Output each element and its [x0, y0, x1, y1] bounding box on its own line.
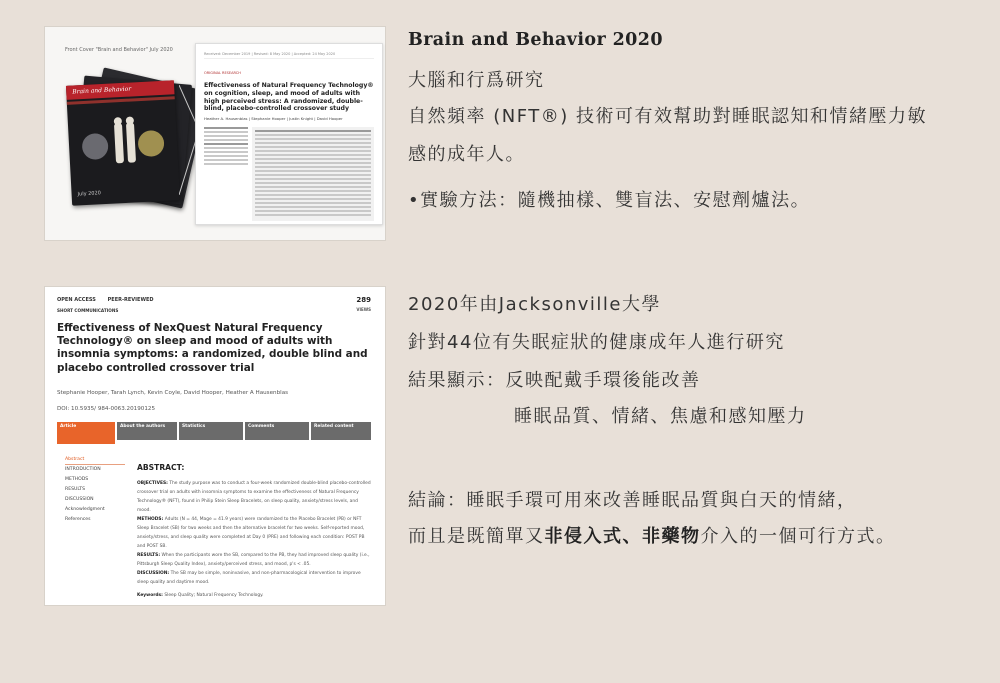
thumb-columns [204, 127, 374, 221]
abstract-heading: ABSTRACT: [137, 463, 185, 472]
abstract-objectives [137, 479, 373, 515]
text-line-method: •實驗方法：隨機抽樣、雙盲法、安慰劑爐法。 [408, 190, 811, 211]
cover-year: July 2020 [77, 190, 102, 198]
views-count: 289 [356, 296, 371, 304]
tab-statistics[interactable]: Statistics [179, 422, 243, 440]
methods-text: Adults (N = 44, Mage = 41.9 years) were randomized to the Placebo Bracelet (PB) or NFT Sleep Bracelet (SB) for two weeks and then the alternative bracelet for two weeks. Self-reported mood, anxiety/stress, and sleep quality were completed at Day 0 (PRE) and following each condition: POST PB and POST SB. [137, 517, 365, 549]
side-nav-abstract[interactable]: Abstract [65, 455, 125, 465]
article-badges [57, 297, 164, 303]
methods-label: METHODS: [137, 517, 164, 522]
thumb-abstract-box [252, 127, 374, 221]
side-nav-discussion[interactable]: DISCUSSION [65, 497, 94, 502]
side-nav-acknowledgment[interactable]: Acknowledgment [65, 507, 105, 512]
thumb-authors: Heather A. Hausenblas | Stephanie Hooper | Justin Knight | David Hooper [204, 116, 343, 121]
side-nav-results[interactable]: RESULTS [65, 487, 86, 492]
section-label: SHORT COMMUNICATIONS [57, 308, 119, 313]
conclusion-line-2 [408, 522, 896, 548]
results-text: When the participants wore the SB, compared to the PB, they had improved sleep quality (i.e., Pittsburgh Sleep Quality Index), anxiety/perceived stress, and mood, p's < .05. [137, 553, 370, 567]
journal-cover-card [44, 26, 386, 241]
discussion-label: DISCUSSION: [137, 571, 170, 576]
article-title: Effectiveness of NexQuest Natural Frequency Technology® on sleep and mood of adults with insomnia symptoms: a randomized, double blind and placebo controlled crossover trial [57, 322, 368, 374]
article-thumbnail [195, 43, 383, 225]
conclusion-emphasis: 非侵入式、非藥物 [544, 526, 701, 547]
cover-title: Brain and Behavior [72, 85, 132, 96]
objectives-text: The study purpose was to conduct a four-week randomized double-blind placebo-controlled crossover trial on adults with insomnia symptoms to examine the effectiveness of Natural Frequency Technology® (NFT), found in Philip Stein Sleep Bracelets, on sleep quality, anxiety/stress levels, and mood. [137, 481, 371, 513]
text-line-5: 2020年由Jacksonville大學 [408, 294, 661, 315]
text-line-6: 針對44位有失眠症狀的健康成年人進行研究 [408, 332, 785, 353]
tab-article[interactable]: Article [57, 422, 115, 444]
text-line-3: 感的成年人。 [408, 144, 525, 165]
keywords-text: Sleep Quality; Natural Frequency Technology. [164, 593, 264, 598]
thumb-meta: Received: December 2019 | Revised: 8 May 2020 | Accepted: 24 May 2020 [204, 52, 374, 59]
journal-cover-front [66, 80, 180, 205]
abstract-results [137, 551, 373, 569]
objectives-label: OBJECTIVES: [137, 481, 168, 486]
cover-figures-image [78, 113, 169, 174]
discussion-text: The SB may be simple, noninvasive, and non-pharmacological intervention to improve sleep quality and daytime mood. [137, 571, 361, 585]
article-doi: DOI: 10.5935/ 984-0063.20190125 [57, 406, 155, 412]
article-tabs [57, 422, 371, 440]
results-label: RESULTS: [137, 553, 161, 558]
keywords-label: Keywords: [137, 593, 163, 598]
thumb-tag: ORIGINAL RESEARCH [204, 71, 241, 75]
cover-caption: Front Cover "Brain and Behavior" July 2020 [65, 47, 173, 53]
abstract-discussion [137, 569, 373, 587]
abstract-keywords [137, 593, 264, 598]
text-line-7: 結果顯示：反映配戴手環後能改善 [408, 370, 701, 391]
thumb-title: Effectiveness of Natural Frequency Technology® on cognition, sleep, and mood of adults with high perceived stress: A randomized, double-blind, placebo-controlled crossover study [204, 82, 374, 113]
side-nav-references[interactable]: References [65, 517, 91, 522]
thumb-left-column [204, 127, 248, 221]
abstract-methods [137, 515, 373, 551]
open-access-badge: OPEN ACCESS [57, 297, 96, 303]
side-nav-introduction[interactable]: INTRODUCTION [65, 467, 101, 472]
tab-about-authors[interactable]: About the authors [117, 422, 177, 440]
text-line-1: 大腦和行爲研究 [408, 70, 545, 91]
article-side-nav [65, 455, 125, 525]
article-authors: Stephanie Hooper, Tarah Lynch, Kevin Coyle, David Hooper, Heather A Hausenblas [57, 390, 289, 396]
tab-comments[interactable]: Comments [245, 422, 309, 440]
conclusion-part-c: 介入的一個可行方式。 [700, 526, 896, 547]
text-line-8: 睡眠品質、情緒、焦慮和感知壓力 [514, 406, 807, 427]
abstract-body [137, 479, 373, 587]
article-screenshot-card [44, 286, 386, 606]
views-label: VIEWS [356, 307, 371, 312]
conclusion-part-a: 而且是既簡單又 [408, 526, 545, 547]
conclusion-line-1: 結論：睡眠手環可用來改善睡眠品質與白天的情緒， [408, 490, 857, 511]
peer-reviewed-badge: PEER-REVIEWED [107, 297, 154, 303]
text-line-2: 自然頻率 (NFT®) 技術可有效幫助對睡眠認知和情緒壓力敏 [408, 106, 927, 127]
journal-name: Brain and Behavior 2020 [408, 30, 663, 50]
tab-related-content[interactable]: Related content [311, 422, 371, 440]
side-nav-methods[interactable]: METHODS [65, 477, 89, 482]
